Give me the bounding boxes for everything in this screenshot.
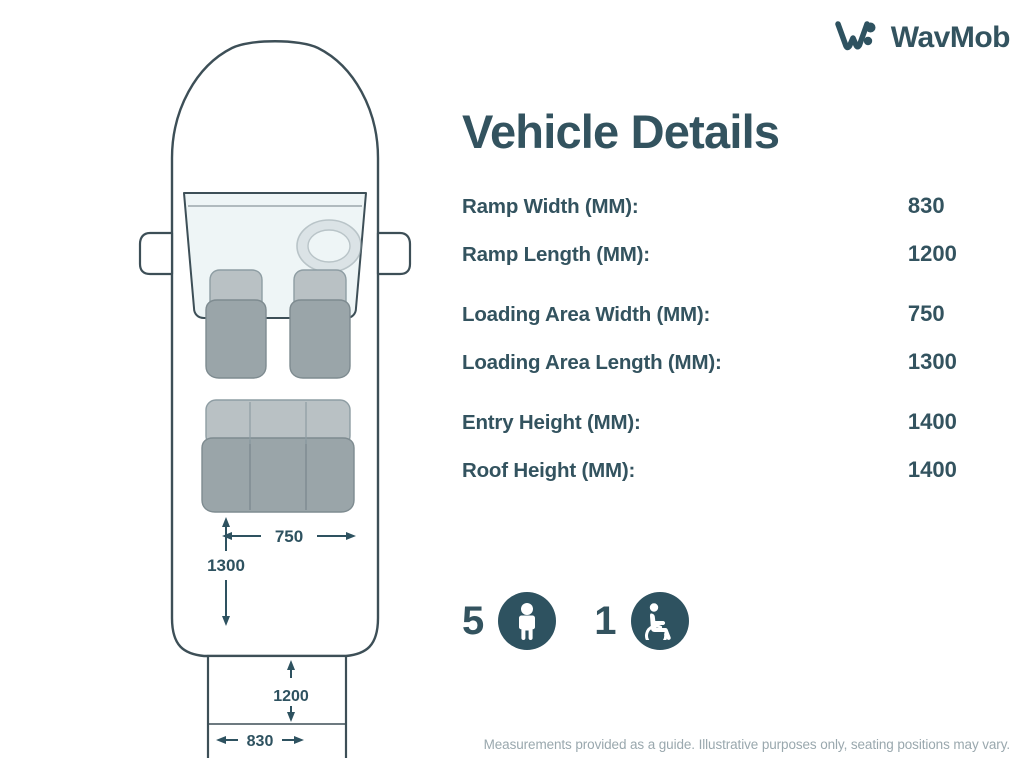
page-title: Vehicle Details	[462, 105, 780, 158]
spec-label: Loading Area Length (MM):	[462, 351, 722, 374]
spec-value: 750	[907, 301, 945, 326]
front-right-seat	[290, 270, 350, 378]
person-icon	[498, 592, 556, 650]
spec-row-roof-height	[462, 457, 1007, 505]
left-mirror	[140, 233, 172, 274]
vehicle-top-view-diagram	[110, 18, 440, 758]
right-mirror	[378, 233, 410, 274]
steering-wheel	[297, 220, 361, 272]
spec-label: Ramp Length (MM):	[462, 243, 650, 266]
brand-logo	[835, 18, 1010, 58]
svg-text:1300: 1300	[207, 556, 245, 575]
brand-name: WavMob	[890, 21, 1010, 54]
spec-value: 1300	[907, 349, 957, 374]
spec-row-loading-area-length	[462, 349, 1007, 409]
spec-row-ramp-width	[462, 193, 1007, 241]
svg-text:750: 750	[274, 527, 304, 546]
wavmob-w-mark-icon	[835, 18, 881, 58]
spec-label: Ramp Width (MM):	[462, 195, 639, 218]
spec-label: Roof Height (MM):	[462, 459, 636, 482]
capacity-summary	[462, 592, 689, 650]
front-left-seat	[206, 270, 266, 378]
wheelchair-icon	[631, 592, 689, 650]
footnote-text: Measurements provided as a guide. Illustrative purposes only, seating positions may vary.	[483, 737, 1010, 752]
person-glyph-icon	[510, 601, 544, 641]
spec-value: 830	[907, 193, 945, 218]
rear-bench-seat	[202, 400, 354, 512]
spec-row-ramp-length	[462, 241, 1007, 301]
spec-label: Loading Area Width (MM):	[462, 303, 711, 326]
wheelchair-capacity-count: 1	[594, 599, 617, 643]
vehicle-details-panel	[462, 105, 1007, 505]
spec-value: 1400	[907, 409, 957, 434]
ramp-outline	[208, 656, 346, 758]
wheelchair-glyph-icon	[641, 602, 679, 640]
spec-value: 1200	[907, 241, 957, 266]
svg-text:1200: 1200	[273, 688, 309, 705]
seat-capacity-count: 5	[462, 599, 485, 643]
spec-row-loading-area-width	[462, 301, 1007, 349]
spec-label: Entry Height (MM):	[462, 411, 641, 434]
specs-table	[462, 193, 1007, 505]
spec-row-entry-height	[462, 409, 1007, 457]
svg-text:830: 830	[246, 733, 274, 750]
spec-value: 1400	[907, 457, 957, 482]
